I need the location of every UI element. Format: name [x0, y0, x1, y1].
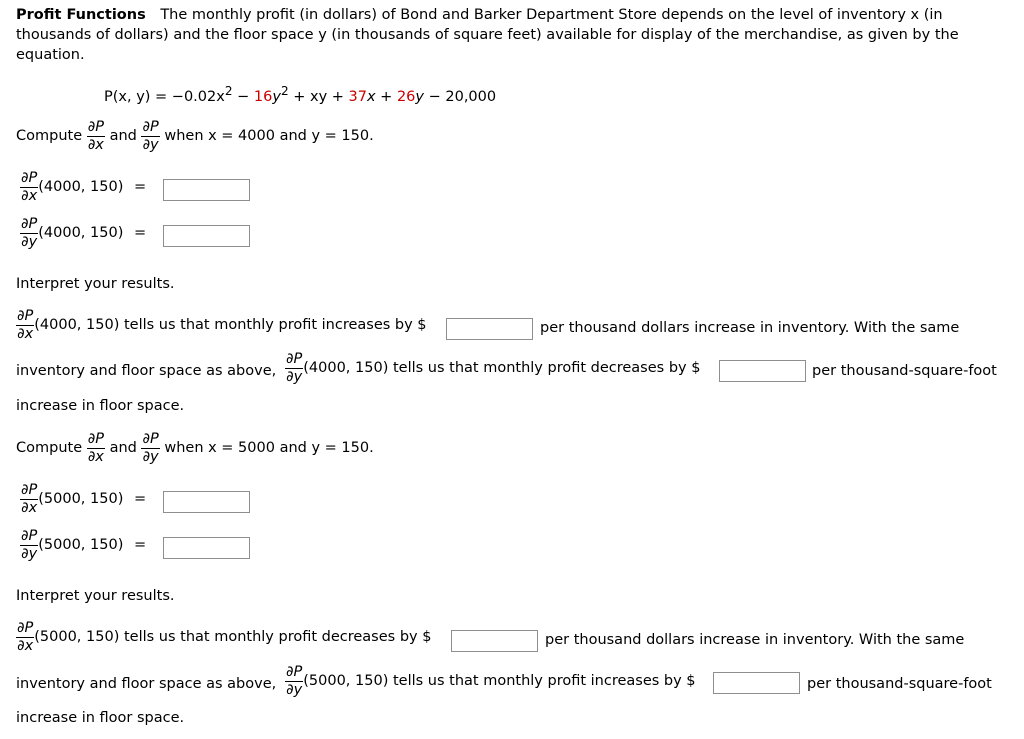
intro-line-1: [16, 5, 943, 25]
interpret-sentence-2e: per thousand-square-foot: [807, 676, 992, 692]
dpdy-5000-input[interactable]: [163, 537, 250, 559]
interpret-sentence-1a: $\frac{\partial P}{\partial x}$ (4000, 150) tells us that monthly profit increases by $: [17, 308, 427, 342]
dpdx-label-2: $\frac{\partial P}{\partial x}$ (5000, 150) =: [21, 482, 147, 516]
profit-decrease-floorspace-input-1[interactable]: [719, 360, 806, 382]
dpdx-label-1: $\frac{\partial P}{\partial x}$ (4000, 150) =: [21, 170, 147, 204]
dpdy-label-2: $\frac{\partial P}{\partial y}$ (5000, 150) =: [21, 528, 147, 562]
interpret-sentence-2d: $\frac{\partial P}{\partial y}$ (5000, 150) tells us that monthly profit increases by $: [286, 664, 696, 698]
dpdy-4000-input[interactable]: [163, 225, 250, 247]
profit-increase-floorspace-input-2[interactable]: [713, 672, 800, 694]
profit-decrease-inventory-input-2[interactable]: [451, 630, 538, 652]
interpret-sentence-2b: per thousand dollars increase in inventory. With the same: [545, 632, 965, 648]
interpret-heading-1: Interpret your results.: [16, 276, 175, 292]
fraction-dp-dy: $\frac{\partial P}{\partial y}$: [142, 119, 159, 153]
interpret-heading-2: Interpret your results.: [16, 588, 175, 604]
interpret-sentence-1d: $\frac{\partial P}{\partial y}$ (4000, 150) tells us that monthly profit decreases by $: [286, 351, 701, 385]
profit-increase-inventory-input-1[interactable]: [446, 318, 533, 340]
interpret-sentence-2c: inventory and floor space as above,: [16, 676, 277, 692]
interpret-sentence-2f: increase in floor space.: [16, 710, 185, 726]
interpret-sentence-1e: per thousand-square-foot: [812, 363, 997, 379]
dpdy-label-1: $\frac{\partial P}{\partial y}$ (4000, 150) =: [21, 216, 147, 250]
compute-line-2: Compute $\frac{\partial P}{\partial x}$ and $\frac{\partial P}{\partial y}$ when x = 5000 and y = 150.: [16, 431, 374, 465]
dpdx-5000-input[interactable]: [163, 491, 250, 513]
interpret-sentence-1b: per thousand dollars increase in inventory. With the same: [540, 320, 960, 336]
intro-text-1: The monthly profit (in dollars) of Bond and Barker Department Store depends on the level of inventory x (in: [160, 7, 943, 23]
fraction-dp-dx: $\frac{\partial P}{\partial x}$: [87, 119, 104, 153]
dpdx-4000-input[interactable]: [163, 179, 250, 201]
interpret-sentence-1f: increase in floor space.: [16, 398, 185, 414]
problem-title: Profit Functions: [16, 7, 146, 23]
intro-line-2: thousands of dollars) and the floor space y (in thousands of square feet) available for display of the merchandise, as given by the: [16, 27, 959, 43]
interpret-sentence-2a: $\frac{\partial P}{\partial x}$ (5000, 150) tells us that monthly profit decreases by $: [17, 620, 432, 654]
interpret-sentence-1c: inventory and floor space as above,: [16, 363, 277, 379]
profit-equation: P(x, $y) = -0.02x^2 - 16y^2$ + xy + 37x + 26y − 20,000: [104, 84, 497, 105]
intro-line-3: equation.: [16, 47, 85, 63]
compute-line-1: Compute $\frac{\partial P}{\partial x}$ and $\frac{\partial P}{\partial y}$ when x = 4000 and y = 150.: [16, 119, 374, 153]
